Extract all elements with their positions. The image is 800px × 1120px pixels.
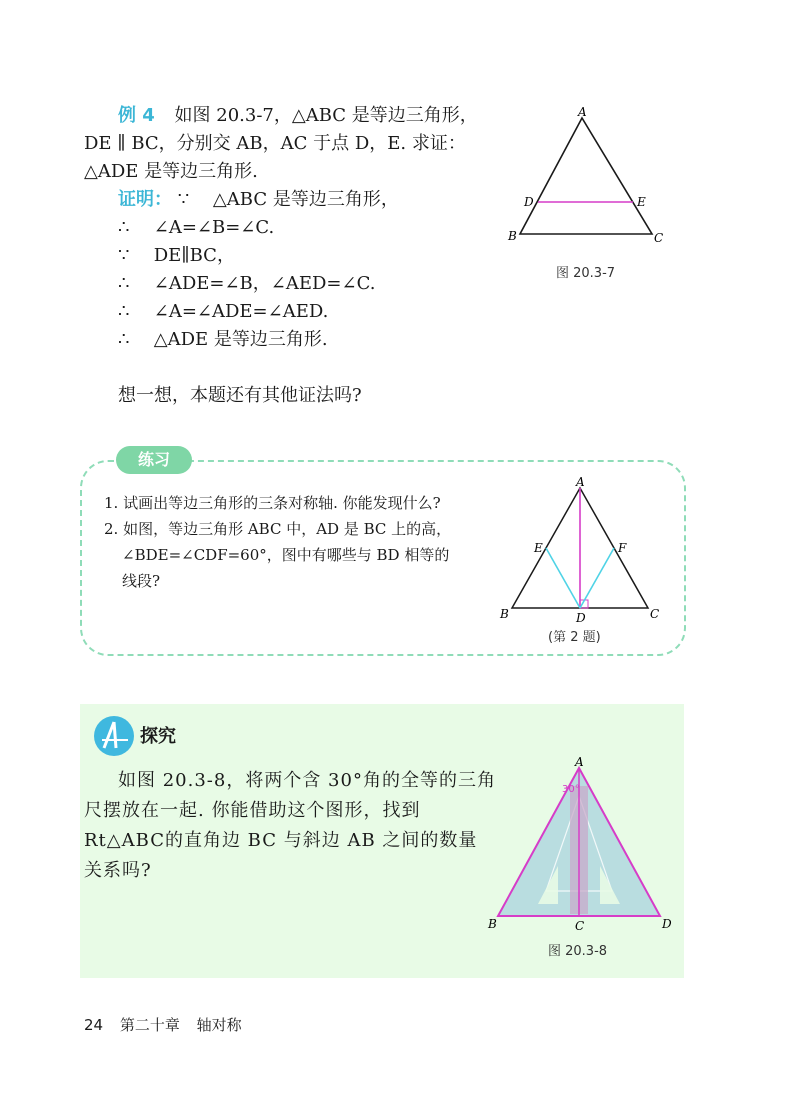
- exercise-q2-line1: 2. 如图，等边三角形 ABC 中，AD 是 BC 上的高，: [104, 520, 452, 538]
- explore-line4: 关系吗?: [84, 860, 152, 881]
- proof-step-4: [118, 298, 328, 326]
- proof-step-3: [118, 270, 375, 298]
- proof-step-text: ∠ADE=∠B，∠AED=∠C.: [153, 273, 376, 294]
- label-a: A: [578, 105, 587, 119]
- exercise-q1: 1. 试画出等边三角形的三条对称轴. 你能发现什么?: [104, 494, 441, 512]
- proof-step-2: [118, 242, 235, 270]
- page-footer: [84, 1014, 242, 1035]
- example-statement-line2: DE ∥ BC，分别交 AB，AC 于点 D，E. 求证：: [84, 133, 466, 154]
- figure-20-3-8: [486, 756, 672, 936]
- example-text-1: 如图 20.3-7，△ABC 是等边三角形，: [174, 105, 478, 126]
- example-statement-line3: △ADE 是等边三角形.: [84, 161, 258, 182]
- figure-caption: 图 20.3-7: [556, 266, 616, 281]
- exercise-figure-caption: (第 2 题): [548, 630, 601, 645]
- label-a: A: [575, 756, 584, 769]
- therefore-symbol: ∴: [118, 301, 130, 322]
- because-symbol: ∵: [177, 189, 190, 210]
- label-e: E: [534, 541, 543, 555]
- proof-premise: △ABC 是等边三角形，: [212, 189, 399, 210]
- exercise-q2-line2: ∠BDE=∠CDF=60°，图中有哪些与 BD 相等的: [122, 546, 450, 564]
- label-d: D: [524, 195, 534, 209]
- label-d: D: [662, 917, 672, 931]
- label-c: C: [650, 607, 660, 621]
- example-label: 例 4: [118, 105, 155, 126]
- label-c: C: [575, 919, 585, 933]
- chapter-title: 轴对称: [196, 1016, 242, 1034]
- proof-step-text: ∠A=∠B=∠C.: [153, 217, 275, 238]
- proof-first-line: [118, 186, 399, 214]
- proof-step-text: DE∥BC，: [153, 245, 235, 266]
- because-symbol: ∵: [118, 245, 130, 266]
- label-f: F: [618, 541, 627, 555]
- exercise-figure: [496, 474, 666, 626]
- explore-line3: Rt△ABC的直角边 BC 与斜边 AB 之间的数量: [84, 830, 478, 851]
- exercise-tag: 练习: [116, 446, 192, 474]
- proof-step-1: [118, 214, 274, 242]
- think-prompt: 想一想，本题还有其他证法吗?: [118, 385, 362, 406]
- label-e: E: [637, 195, 646, 209]
- figure-20-3-7: [500, 104, 680, 254]
- example-statement-line1: [118, 102, 478, 130]
- therefore-symbol: ∴: [118, 329, 130, 350]
- explore-title: 探究: [140, 726, 176, 747]
- therefore-symbol: ∴: [118, 217, 130, 238]
- label-a: A: [576, 475, 585, 489]
- label-b: B: [508, 229, 517, 243]
- segment-df: [580, 548, 614, 608]
- explore-compass-icon: [94, 716, 134, 756]
- triangle-abc: [520, 118, 652, 234]
- page-number: 24: [84, 1016, 104, 1034]
- segment-de: [546, 548, 580, 608]
- proof-label: 证明：: [118, 189, 172, 210]
- proof-step-text: △ADE 是等边三角形.: [153, 329, 328, 350]
- label-c: C: [654, 231, 664, 245]
- explore-line1: 如图 20.3-8，将两个含 30°角的全等的三角: [118, 770, 496, 791]
- label-d: D: [576, 611, 586, 625]
- explore-line2: 尺摆放在一起. 你能借助这个图形，找到: [84, 800, 421, 821]
- angle-30-label: 30°: [562, 784, 580, 795]
- chapter-label: 第二十章: [119, 1016, 180, 1034]
- exercise-q2-line3: 线段?: [122, 572, 161, 590]
- therefore-symbol: ∴: [118, 273, 130, 294]
- proof-step-5: [118, 326, 328, 354]
- label-b: B: [488, 917, 497, 931]
- explore-figure-caption: 图 20.3-8: [548, 944, 608, 959]
- label-b: B: [500, 607, 509, 621]
- proof-step-text: ∠A=∠ADE=∠AED.: [153, 301, 329, 322]
